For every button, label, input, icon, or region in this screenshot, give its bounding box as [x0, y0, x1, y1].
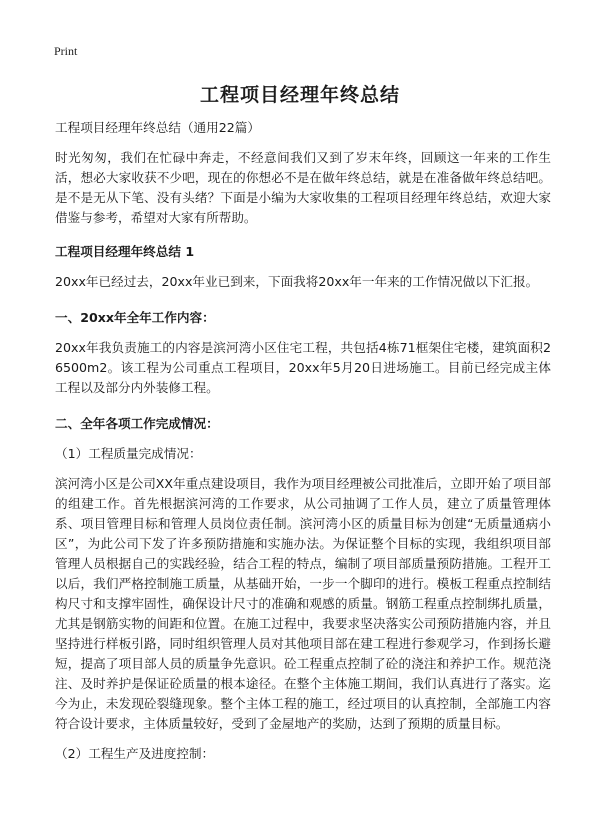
part1-heading: 一、20xx年全年工作内容：: [55, 310, 215, 325]
document-title: 工程项目经理年终总结: [199, 84, 400, 106]
part1-paragraph: 20xx年我负责施工的内容是滨河湾小区住宅工程，共包括4栋71框架住宅楼，建筑面积26500m2。该工程为公司重点工程项目，20xx年5月20日进场施工。目前已经完成主体工程以及部分内外装修工程。: [55, 340, 551, 395]
section-lead-paragraph: 20xx年已经过去，20xx年业已到来，下面我将20xx年一年来的工作情况做以下汇报。: [55, 274, 539, 289]
subsection-progress-heading: （2）工程生产及进度控制：: [55, 746, 215, 761]
subsection-quality-heading: （1）工程质量完成情况：: [55, 446, 202, 461]
document-body: [55, 118, 551, 764]
document-subtitle: 工程项目经理年终总结（通用22篇）: [55, 120, 260, 135]
print-label: Print: [54, 44, 78, 58]
quality-paragraph: 滨河湾小区是公司XX年重点建设项目，我作为项目经理被公司批准后，立即开始了项目部的组建工作。首先根据滨河湾的工作要求，从公司抽调了工作人员，建立了质量管理体系、项目管理目标和管理人员岗位责任制。滨河湾小区的质量目标为创建“无质量通病小区”，为此公司下发了许多预防措施和实施办法。为保证整个目标的实现，我组织项目部管理人员根据自己的实践经验，结合工程的特点，编制了项目部质量预防措施。工程开工以后，我们严格控制施工质量，从基础开始，一步一个脚印的进行。模板工程重点控制结构尺寸和支撑牢固性，确保设计尺寸的准确和观感的质量。钢筋工程重点控制绑扎质量，尤其是钢筋实物的间距和位置。在施工过程中，我要求坚决落实公司预防措施内容，并且坚持进行样板引路，同时组织管理人员对其他项目部在建工程进行参观学习，作到扬长避短，提高了项目部人员的质量争先意识。砼工程重点控制了砼的浇注和养护工作。规范浇注、及时养护是保证砼质量的根本途径。在整个主体施工期间，我们认真进行了落实。迄今为止，未发现砼裂缝现象。整个主体工程的施工，经过项目的认真控制，全部施工内容符合设计要求，主体质量较好，受到了金屋地产的奖励，达到了预期的质量目标。: [55, 476, 551, 731]
part2-heading: 二、全年各项工作完成情况：: [55, 416, 219, 431]
intro-paragraph: 时光匆匆，我们在忙碌中奔走，不经意间我们又到了岁末年终，回顾这一年来的工作生活，想必大家收获不少吧，现在的你想必不是在做年终总结，就是在准备做年终总结吧。是不是无从下笔、没有头绪？下面是小编为大家收集的工程项目经理年终总结，欢迎大家借鉴与参考，希望对大家有所帮助。: [55, 150, 551, 225]
section-heading: 工程项目经理年终总结 1: [55, 244, 195, 259]
